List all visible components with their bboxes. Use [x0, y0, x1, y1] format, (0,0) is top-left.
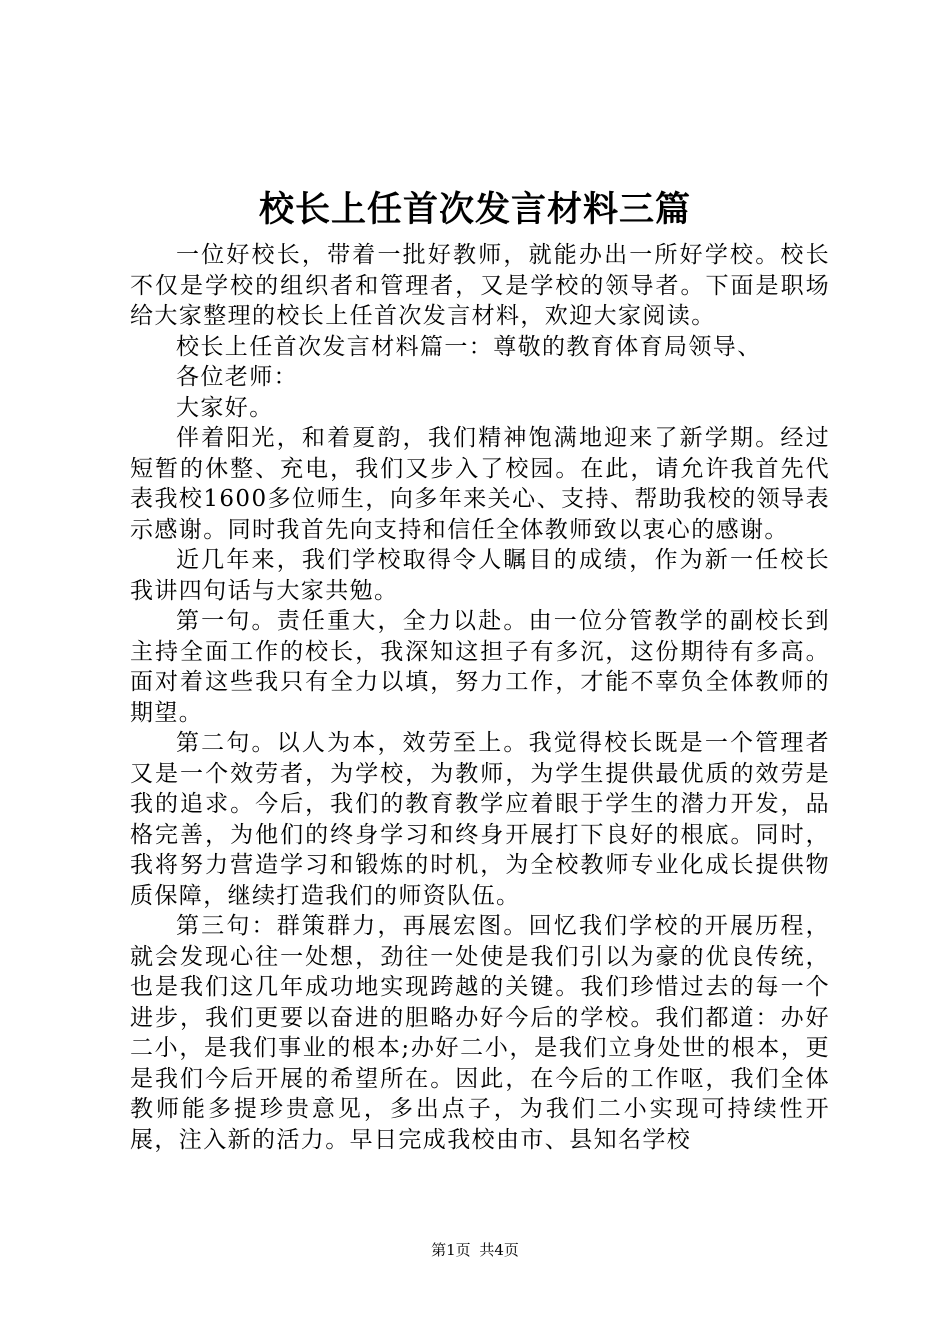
paragraph-first-sentence: 第一句。责任重大，全力以赴。由一位分管教学的副校长到主持全面工作的校长，我深知这担子有多沉，这份期待有多高。面对着这些我只有全力以填，努力工作，才能不辜负全体教师的期望。	[130, 608, 830, 726]
paragraph-greeting: 大家好。	[176, 394, 274, 421]
paragraph-new-semester: 伴着阳光，和着夏韵，我们精神饱满地迎来了新学期。经过短暂的休整、充电，我们又步入了校园。在此，请允许我首先代表我校1600多位师生，向多年来关心、支持、帮助我校的领导表示感谢。同时我首先向支持和信任全体教师致以衷心的感谢。	[130, 425, 830, 543]
paragraph-speech-heading: 校长上任首次发言材料篇一：尊敬的教育体育局领导、	[176, 333, 762, 360]
paragraph-third-sentence: 第三句：群策群力，再展宏图。回忆我们学校的开展历程，就会发现心往一处想，劲往一处使是我们引以为豪的优良传统，也是我们这几年成功地实现跨越的关键。我们珍惜过去的每一个进步，我们更要以奋进的胆略办好今后的学校。我们都道：办好二小，是我们事业的根本;办好二小，是我们立身处世的根本，更是我们今后开展的希望所在。因此，在今后的工作呕，我们全体教师能多提珍贵意见，多出点子，为我们二小实现可持续性开展，注入新的活力。早日完成我校由市、县知名学校	[130, 913, 830, 1153]
page-total: 共4页	[479, 1241, 519, 1259]
paragraph-four-sentences: 近几年来，我们学校取得令人瞩目的成绩，作为新一任校长我讲四句话与大家共勉。	[130, 547, 830, 604]
paragraph-salutation: 各位老师：	[176, 364, 298, 390]
paragraph-intro: 一位好校长，带着一批好教师，就能办出一所好学校。校长不仅是学校的组织者和管理者，又是学校的领导者。下面是职场给大家整理的校长上任首次发言材料，欢迎大家阅读。	[130, 242, 830, 329]
paragraph-second-sentence: 第二句。以人为本，效劳至上。我觉得校长既是一个管理者又是一个效劳者，为学校，为教师，为学生提供最优质的效劳是我的追求。今后，我们的教育教学应着眼于学生的潜力开发，品格完善，为他们的终身学习和终身开展打下良好的根底。同时，我将努力营造学习和锻炼的时机，为全校教师专业化成长提供物质保障，继续打造我们的师资队伍。	[130, 730, 830, 909]
document-body	[130, 240, 830, 1155]
page-footer	[0, 1240, 950, 1260]
document-title: 校长上任首次发言材料三篇	[258, 189, 691, 230]
page-number: 第1页	[431, 1241, 471, 1259]
